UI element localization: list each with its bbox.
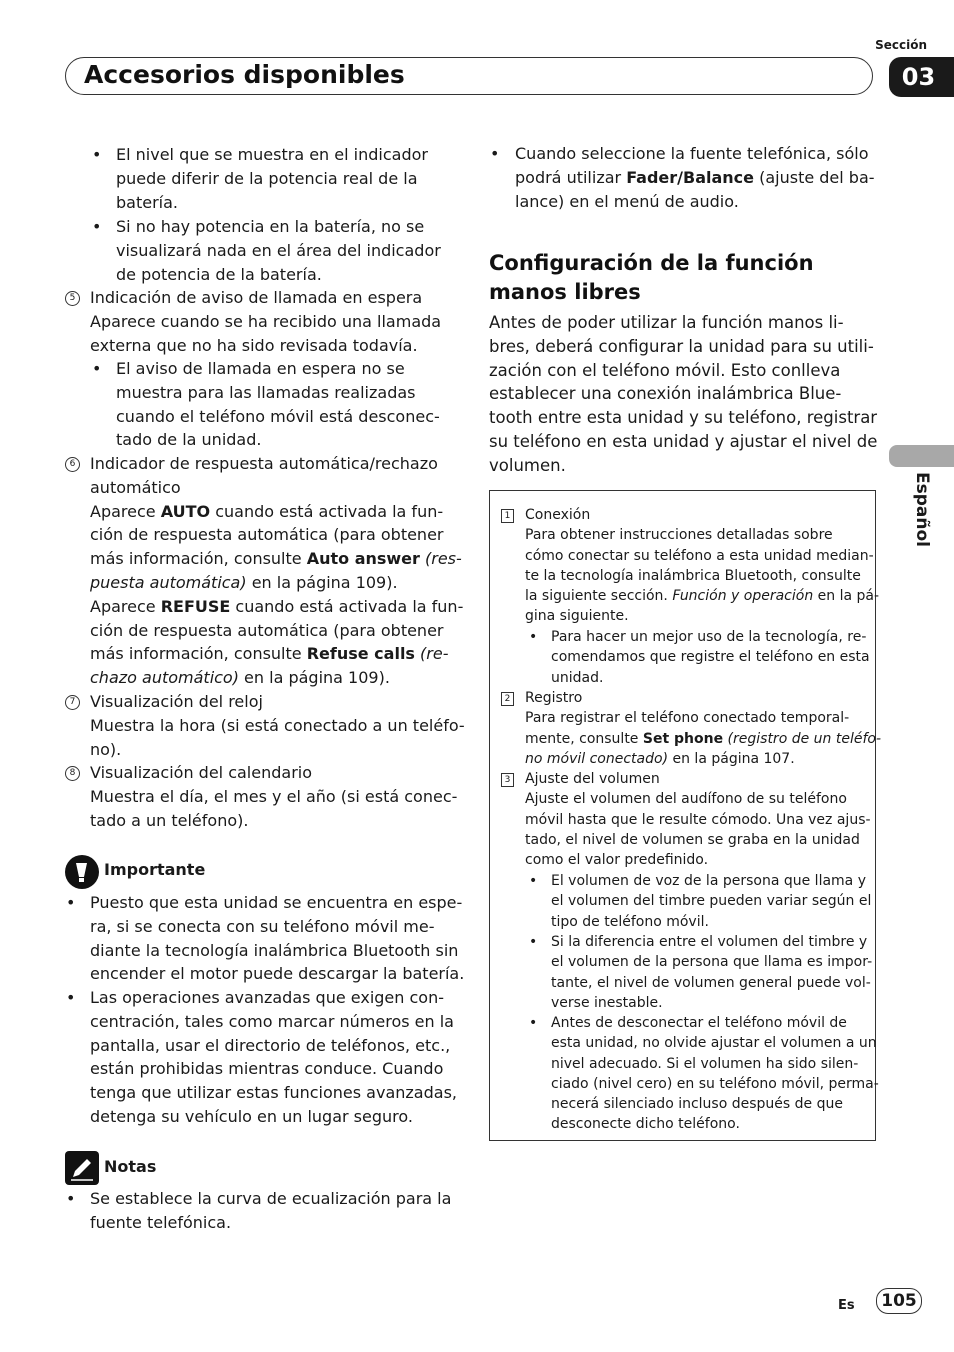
section-heading: Configuración de la función manos libres — [489, 251, 814, 304]
step-item: Ajuste del volumen Ajuste el volumen del audífono de su teléfono móvil hasta que le resulte cómodo. Una vez ajus- tado, el nivel de volumen se graba en la unidad como el valor predefinido. — [525, 771, 871, 869]
intro-paragraph: Antes de poder utilizar la función manos li- bres, deberá configurar la unidad para su utili- zación con el teléfono móvil. Esto conlleva establecer una conexión inalámbrica Blue- tooth entre esta unidad y su teléfono, registrar su teléfono en esta unidad y ajustar el nivel de volumen. — [489, 313, 878, 475]
step-item: Conexión Para obtener instrucciones detalladas sobre cómo conectar su teléfono a esta unidad median- te la tecnología inalámbrica Bluetooth, consulte la siguiente sección. Función y operación en la pá- gina siguiente. — [525, 507, 880, 625]
item-number-8: 8 — [65, 766, 80, 781]
section-label: Sección — [875, 38, 927, 52]
item-number-5: 5 — [65, 291, 80, 306]
bullet-dot: • — [529, 873, 538, 889]
bullet-dot: • — [66, 893, 76, 912]
list-item: Visualización del calendario Muestra el día, el mes y el año (si está conec- tado a un teléfono). — [90, 763, 458, 830]
list-item: Visualización del reloj Muestra la hora (si está conectado a un teléfo- no). — [90, 692, 465, 759]
language-label: Español — [912, 472, 932, 547]
step-number-1: 1 — [501, 509, 514, 523]
bullet-item: Las operaciones avanzadas que exigen con- centración, tales como marcar números en la pantalla, usar el directorio de teléfonos, etc., están prohibidas mientras conduce. Cuando tenga que utilizar estas funciones avanzadas, detenga su vehículo en un lugar seguro. — [90, 988, 457, 1126]
bullet-dot: • — [66, 1189, 76, 1208]
step-number-3: 3 — [501, 773, 514, 787]
step-item: Registro Para registrar el teléfono conectado temporal- mente, consulte Set phone (registro de un teléfo- no móvil conectado) en la página 107. — [525, 690, 882, 767]
bullet-item: El nivel que se muestra en el indicador puede diferir de la potencia real de la batería. — [116, 145, 428, 212]
bullet-dot: • — [529, 934, 538, 950]
important-icon-glyph — [65, 855, 99, 889]
bullet-item: Puesto que esta unidad se encuentra en espe- ra, si se conecta con su teléfono móvil me- diante la tecnología inalámbrica Bluetooth sin encender el motor puede descargar la batería. — [90, 893, 465, 984]
bullet-dot: • — [529, 1015, 538, 1031]
notes-heading: Notas — [104, 1157, 157, 1176]
page-number: 105 — [876, 1288, 922, 1314]
language-tab — [889, 445, 954, 467]
item-number-7: 7 — [65, 695, 80, 710]
important-heading: Importante — [104, 860, 206, 879]
notes-icon — [65, 1151, 99, 1185]
bullet-dot: • — [66, 988, 76, 1007]
item-number-6: 6 — [65, 457, 80, 472]
bullet-item: El aviso de llamada en espera no se muestra para las llamadas realizadas cuando el teléfono móvil está desconec- tado de la unidad. — [116, 359, 440, 450]
bullet-item: Si la diferencia entre el volumen del timbre y el volumen de la persona que llama es impor- tante, el nivel de volumen general puede vol- verse inestable. — [551, 934, 873, 1011]
bullet-item: Cuando seleccione la fuente telefónica, sólo podrá utilizar Fader/Balance (ajuste del ba- lance) en el menú de audio. — [515, 144, 875, 211]
bullet-dot: • — [92, 359, 102, 378]
bullet-dot: • — [529, 629, 538, 645]
bullet-item: Se establece la curva de ecualización para la fuente telefónica. — [90, 1189, 452, 1232]
bullet-item: Antes de desconectar el teléfono móvil de esta unidad, no olvide ajustar el volumen a un nivel adecuado. Si el volumen ha sido silen- ciado (nivel cero) en su teléfono móvil, perma- necerá silenciado incluso después de que desconecte dicho teléfono. — [551, 1015, 879, 1133]
footer-language: Es — [838, 1298, 855, 1313]
section-number-badge: 03 — [889, 57, 954, 97]
important-icon — [65, 855, 99, 889]
bullet-dot: • — [490, 144, 500, 163]
bullet-item: Si no hay potencia en la batería, no se visualizará nada en el área del indicador de potencia de la batería. — [116, 217, 441, 284]
bullet-item: Para hacer un mejor uso de la tecnología, re- comendamos que registre el teléfono en esta unidad. — [551, 629, 870, 686]
bullet-dot: • — [92, 217, 102, 236]
page-title: Accesorios disponibles — [84, 60, 405, 89]
list-item: Indicación de aviso de llamada en espera Aparece cuando se ha recibido una llamada externa que no ha sido revisada todavía. — [90, 288, 442, 355]
step-number-2: 2 — [501, 692, 514, 706]
bullet-dot: • — [92, 145, 102, 164]
pencil-icon — [65, 1151, 99, 1185]
bullet-item: El volumen de voz de la persona que llama y el volumen del timbre pueden variar según el tipo de teléfono móvil. — [551, 873, 872, 930]
list-item: Indicador de respuesta automática/rechazo automático Aparece AUTO cuando está activada la fun- ción de respuesta automática (para obtener más información, consulte Auto answer (res- puesta automática) en la página 109). Aparece REFUSE cuando está activada la fun- ción de respuesta automática (para obtener más información, consulte Refuse calls (re- chazo automático) en la página 109). — [90, 454, 464, 688]
